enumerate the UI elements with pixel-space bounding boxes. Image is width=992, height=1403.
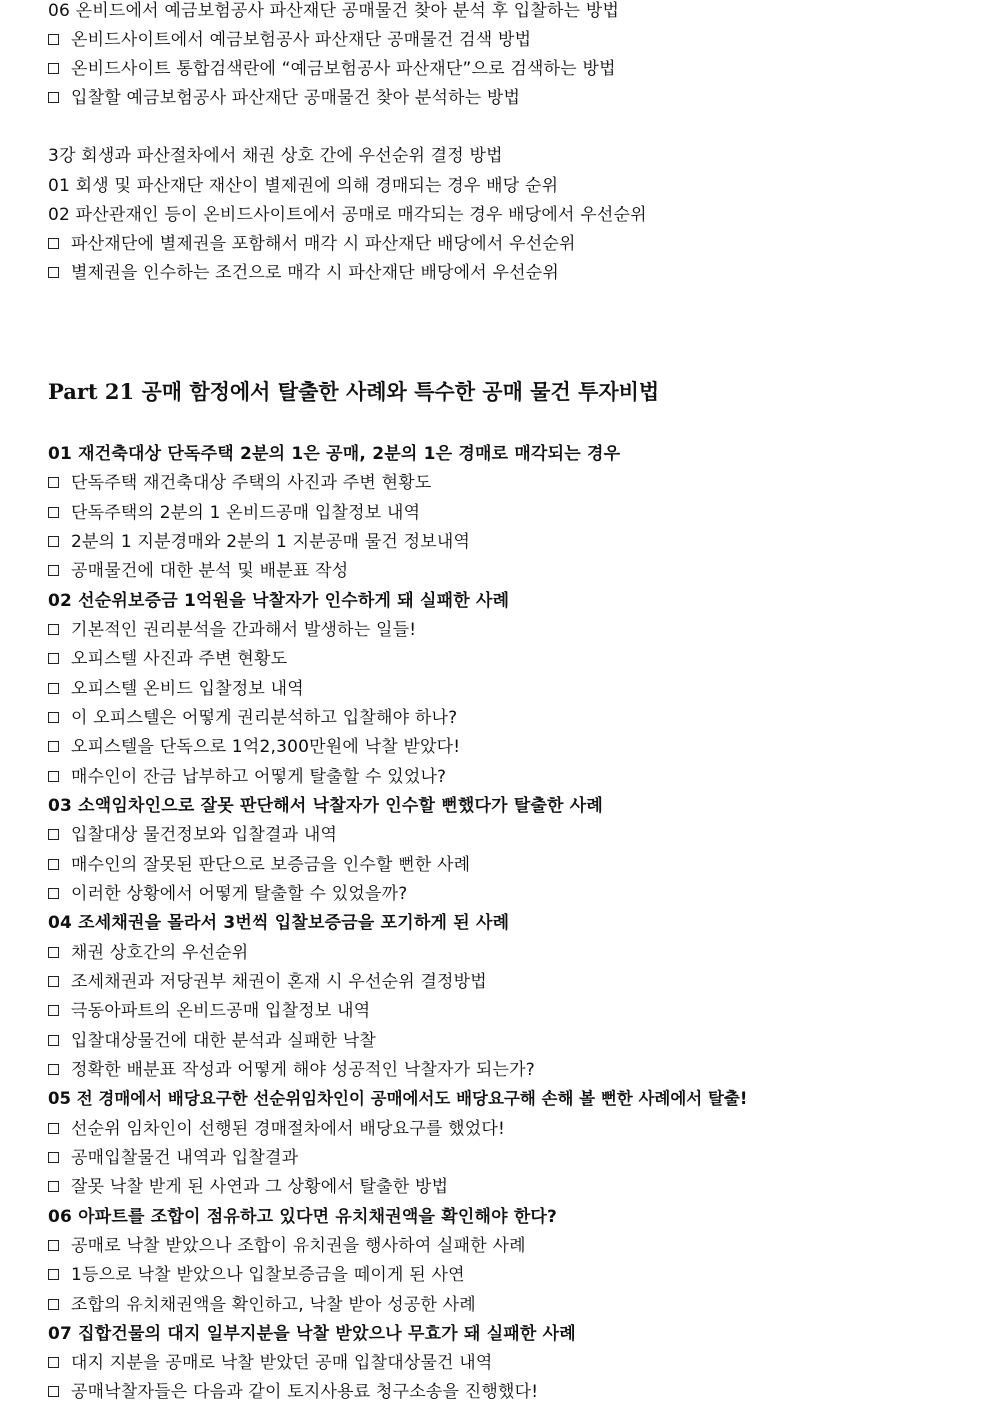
square-bullet-icon xyxy=(48,1152,59,1163)
toc-bullet-item: 채권 상호간의 우선순위 xyxy=(48,942,248,964)
toc-bullet-item: 대지 지분을 공매로 낙찰 받았던 공매 입찰대상물건 내역 xyxy=(48,1352,493,1374)
section-heading-06: 06 아파트를 조합이 점유하고 있다면 유치채권액을 확인해야 한다? xyxy=(48,1207,558,1227)
square-bullet-icon xyxy=(48,859,59,870)
toc-bullet-item: 1등으로 낙찰 받았으나 입찰보증금을 떼이게 된 사연 xyxy=(48,1264,465,1286)
toc-bullet-item: 극동아파트의 온비드공매 입찰정보 내역 xyxy=(48,1000,370,1022)
toc-bullet-item: 잘못 낙찰 받게 된 사연과 그 상황에서 탈출한 방법 xyxy=(48,1176,448,1198)
square-bullet-icon xyxy=(48,653,59,664)
square-bullet-icon xyxy=(48,741,59,752)
square-bullet-icon xyxy=(48,238,59,249)
toc-bullet-item: 공매물건에 대한 분석 및 배분표 작성 xyxy=(48,560,348,582)
toc-bullet-item: 단독주택 재건축대상 주택의 사진과 주변 현황도 xyxy=(48,472,431,494)
square-bullet-icon xyxy=(48,1240,59,1251)
section-heading-07: 07 집합건물의 대지 일부지분을 낙찰 받았으나 무효가 돼 실패한 사례 xyxy=(48,1324,576,1344)
toc-bullet-item: 공매로 낙찰 받았으나 조합이 유치권을 행사하여 실패한 사례 xyxy=(48,1235,526,1257)
square-bullet-icon xyxy=(48,976,59,987)
square-bullet-icon xyxy=(48,536,59,547)
toc-bullet-item: 오피스텔 사진과 주변 현황도 xyxy=(48,648,287,670)
square-bullet-icon xyxy=(48,1123,59,1134)
square-bullet-icon xyxy=(48,92,59,103)
toc-line-06: 06 온비드에서 예금보험공사 파산재단 공매물건 찾아 분석 후 입찰하는 방법 xyxy=(48,1,620,21)
toc-bullet-item: 공매입찰물건 내역과 입찰결과 xyxy=(48,1147,298,1169)
square-bullet-icon xyxy=(48,683,59,694)
square-bullet-icon xyxy=(48,1064,59,1075)
square-bullet-icon xyxy=(48,1269,59,1280)
square-bullet-icon xyxy=(48,34,59,45)
toc-bullet-item: 기본적인 권리분석을 간과해서 발생하는 일들! xyxy=(48,619,416,641)
square-bullet-icon xyxy=(48,1005,59,1016)
toc-bullet-item: 온비드사이트에서 예금보험공사 파산재단 공매물건 검색 방법 xyxy=(48,29,531,51)
square-bullet-icon xyxy=(48,1357,59,1368)
toc-bullet-item: 매수인의 잘못된 판단으로 보증금을 인수할 뻔한 사례 xyxy=(48,854,470,876)
toc-bullet-item: 오피스텔 온비드 입찰정보 내역 xyxy=(48,678,304,700)
lecture-title: 3강 회생과 파산절차에서 채권 상호 간에 우선순위 결정 방법 xyxy=(48,146,503,166)
toc-bullet-item: 오피스텔을 단독으로 1억2,300만원에 낙찰 받았다! xyxy=(48,736,460,758)
part-title: Part 21 공매 함정에서 탈출한 사례와 특수한 공매 물건 투자비법 xyxy=(48,379,660,404)
square-bullet-icon xyxy=(48,771,59,782)
toc-bullet-item: 공매낙찰자들은 다음과 같이 토지사용료 청구소송을 진행했다! xyxy=(48,1381,538,1403)
toc-bullet-item: 이러한 상황에서 어떻게 탈출할 수 있었을까? xyxy=(48,883,407,905)
square-bullet-icon xyxy=(48,1181,59,1192)
section-heading-05: 05 전 경매에서 배당요구한 선순위임차인이 공매에서도 배당요구해 손해 볼 뻔한 사례에서 탈출! xyxy=(48,1089,748,1108)
toc-bullet-item: 선순위 임차인이 선행된 경매절차에서 배당요구를 했었다! xyxy=(48,1118,505,1140)
square-bullet-icon xyxy=(48,1299,59,1310)
toc-bullet-item: 온비드사이트 통합검색란에 “예금보험공사 파산재단”으로 검색하는 방법 xyxy=(48,58,616,80)
toc-bullet-item: 파산재단에 별제권을 포함해서 매각 시 파산재단 배당에서 우선순위 xyxy=(48,233,576,255)
square-bullet-icon xyxy=(48,267,59,278)
square-bullet-icon xyxy=(48,888,59,899)
square-bullet-icon xyxy=(48,624,59,635)
toc-bullet-item: 매수인이 잔금 납부하고 어떻게 탈출할 수 있었나? xyxy=(48,766,446,788)
section-heading-04: 04 조세채권을 몰라서 3번씩 입찰보증금을 포기하게 된 사례 xyxy=(48,913,510,933)
toc-line-01: 01 회생 및 파산재단 재산이 별제권에 의해 경매되는 경우 배당 순위 xyxy=(48,176,559,196)
square-bullet-icon xyxy=(48,565,59,576)
toc-bullet-item: 입찰할 예금보험공사 파산재단 공매물건 찾아 분석하는 방법 xyxy=(48,87,520,109)
toc-bullet-item: 조합의 유치채권액을 확인하고, 낙찰 받아 성공한 사례 xyxy=(48,1294,476,1316)
toc-bullet-item: 이 오피스텔은 어떻게 권리분석하고 입찰해야 하나? xyxy=(48,707,457,729)
square-bullet-icon xyxy=(48,1386,59,1397)
toc-bullet-item: 별제권을 인수하는 조건으로 매각 시 파산재단 배당에서 우선순위 xyxy=(48,262,559,284)
toc-bullet-item: 조세채권과 저당권부 채권이 혼재 시 우선순위 결정방법 xyxy=(48,971,487,993)
square-bullet-icon xyxy=(48,1035,59,1046)
section-heading-01: 01 재건축대상 단독주택 2분의 1은 공매, 2분의 1은 경매로 매각되는 경우 xyxy=(48,444,621,464)
section-heading-03: 03 소액임차인으로 잘못 판단해서 낙찰자가 인수할 뻔했다가 탈출한 사례 xyxy=(48,796,604,816)
square-bullet-icon xyxy=(48,63,59,74)
toc-bullet-item: 2분의 1 지분경매와 2분의 1 지분공매 물건 정보내역 xyxy=(48,531,470,553)
toc-line-02: 02 파산관재인 등이 온비드사이트에서 공매로 매각되는 경우 배당에서 우선순위 xyxy=(48,205,647,225)
toc-bullet-item: 입찰대상 물건정보와 입찰결과 내역 xyxy=(48,824,337,846)
square-bullet-icon xyxy=(48,829,59,840)
square-bullet-icon xyxy=(48,477,59,488)
square-bullet-icon xyxy=(48,507,59,518)
toc-bullet-item: 입찰대상물건에 대한 분석과 실패한 낙찰 xyxy=(48,1030,376,1052)
section-heading-02: 02 선순위보증금 1억원을 낙찰자가 인수하게 돼 실패한 사례 xyxy=(48,591,510,611)
toc-bullet-item: 단독주택의 2분의 1 온비드공매 입찰정보 내역 xyxy=(48,502,420,524)
toc-bullet-item: 정확한 배분표 작성과 어떻게 해야 성공적인 낙찰자가 되는가? xyxy=(48,1059,535,1081)
square-bullet-icon xyxy=(48,712,59,723)
square-bullet-icon xyxy=(48,947,59,958)
